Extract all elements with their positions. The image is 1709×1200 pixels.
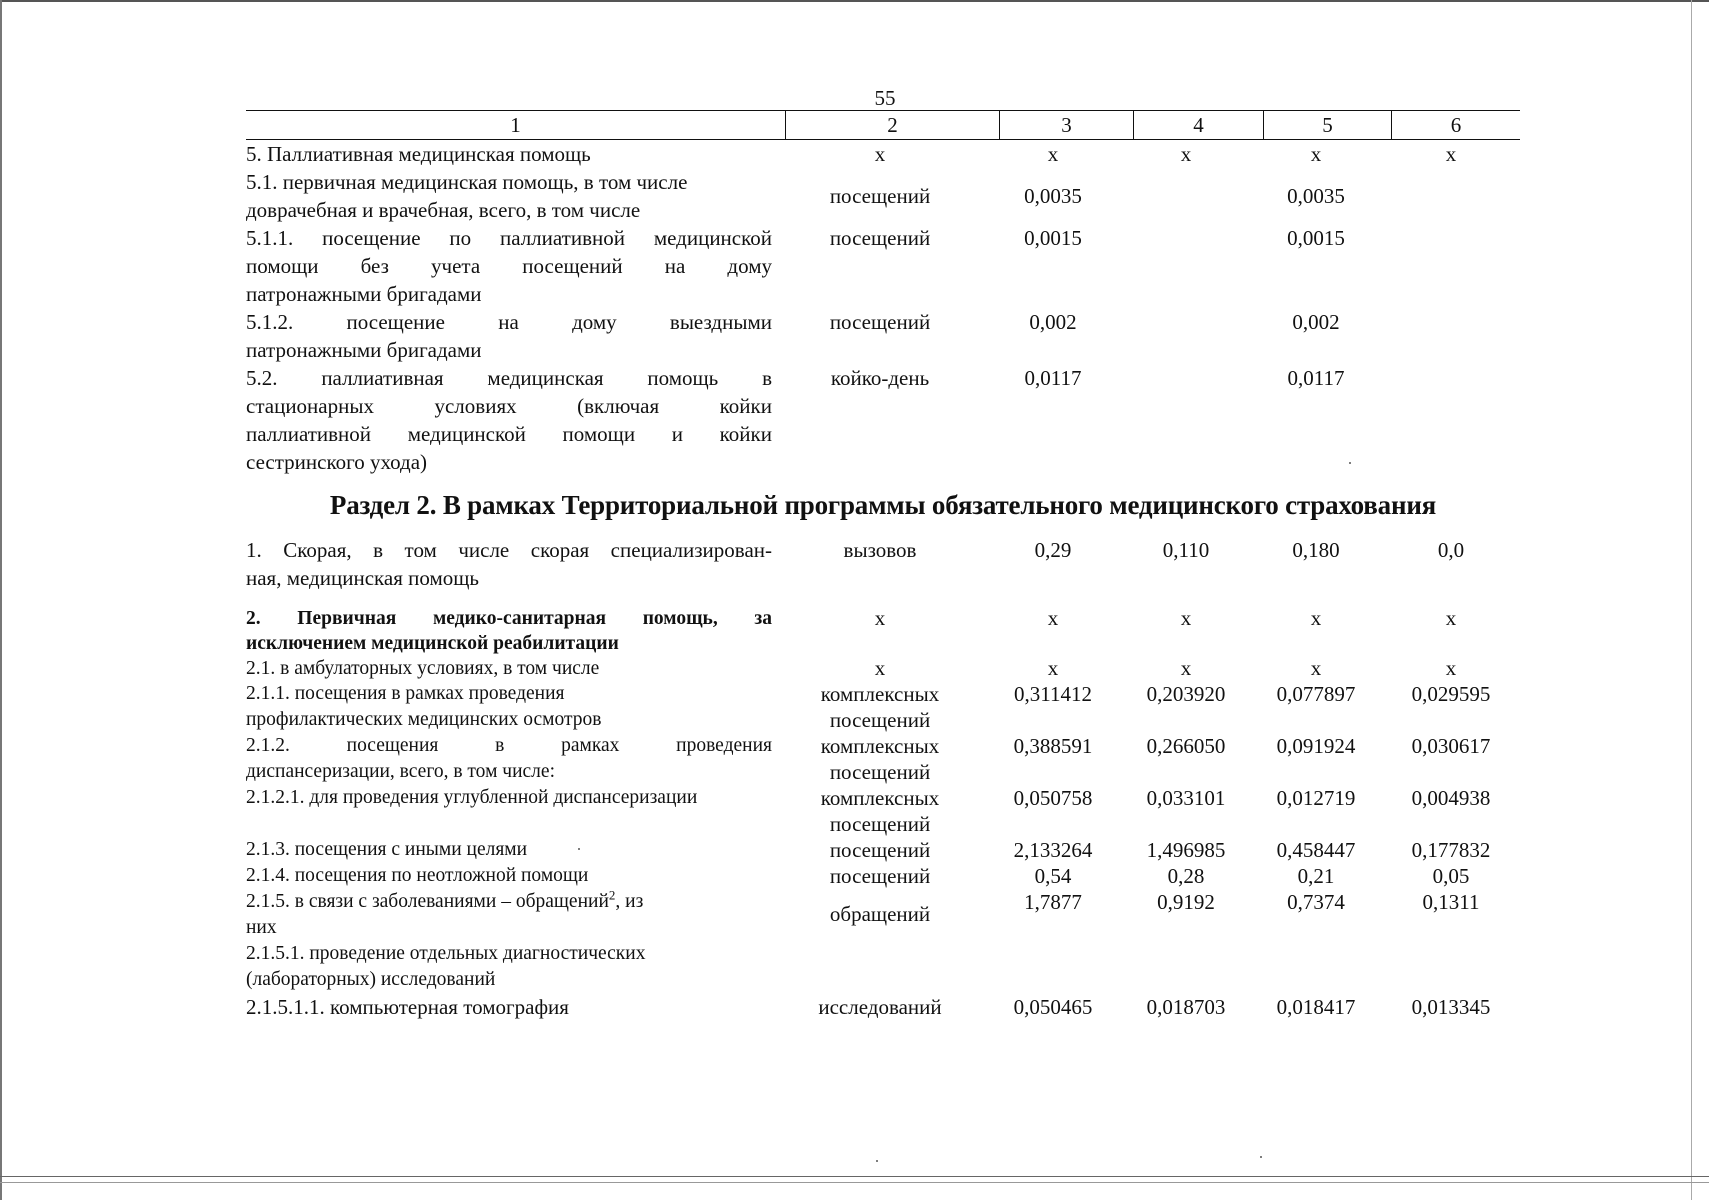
- value-col-6: [1382, 941, 1520, 993]
- value-col-6: х: [1445, 606, 1457, 630]
- row-label-line: диспансеризации, всего, в том числе:: [246, 761, 555, 782]
- table-row: [246, 889, 1520, 941]
- row-label-line: помощи без учета посещений на дому: [246, 254, 772, 278]
- value-col-4: [1122, 224, 1250, 308]
- unit-cell: посещений: [829, 838, 931, 862]
- value-col-3: 0,0035: [1024, 184, 1082, 208]
- value-col-4: 0,203920: [1146, 682, 1226, 706]
- header-col-3: 3: [1000, 111, 1134, 139]
- table-row: [246, 606, 1520, 656]
- table-row: [246, 168, 1520, 224]
- value-col-5: 0,0035: [1287, 184, 1345, 208]
- table-row: [246, 993, 1520, 1021]
- table-row: [246, 536, 1520, 592]
- table-row: [246, 785, 1520, 837]
- value-col-5: х: [1310, 142, 1322, 166]
- row-label-line: 5.2. паллиативная медицинская помощь в: [246, 366, 772, 390]
- value-col-3: 0,002: [1029, 310, 1077, 334]
- value-col-3: 2,133264: [1013, 838, 1093, 862]
- value-col-3: 0,050465: [1013, 995, 1093, 1019]
- value-col-4: [1122, 364, 1250, 476]
- scan-speck: [876, 1160, 878, 1162]
- row-label-line: ная, медицинская помощь: [246, 566, 479, 590]
- row-label-line: сестринского ухода): [246, 450, 428, 474]
- row-label: [246, 308, 776, 364]
- value-col-5: 0,002: [1292, 310, 1340, 334]
- value-col-5: 0,21: [1297, 864, 1335, 888]
- row-label: [246, 889, 776, 941]
- value-col-6: 0,013345: [1411, 995, 1491, 1019]
- table-row: [246, 308, 1520, 364]
- row-label: [246, 536, 776, 592]
- value-col-4: 1,496985: [1146, 838, 1226, 862]
- value-col-6: [1382, 308, 1520, 364]
- row-label: [246, 941, 776, 993]
- section-2-title: Раздел 2. В рамках Территориальной программы обязательного медицинского страхования: [329, 490, 1437, 520]
- value-col-5: х: [1310, 606, 1322, 630]
- value-col-6: 0,05: [1432, 864, 1470, 888]
- row-label-line: 2.1.5.1.1. компьютерная томография: [246, 995, 569, 1019]
- value-col-4: [1122, 168, 1250, 224]
- row-label-line: 2. Первичная медико-санитарная помощь, за: [246, 608, 772, 629]
- value-col-6: х: [1445, 656, 1457, 680]
- unit-line: посещений: [829, 708, 931, 732]
- row-label: [246, 785, 776, 837]
- row-label-text: 2.1.5. в связи с заболеваниями – обращений: [246, 891, 609, 912]
- value-col-5: 0,458447: [1276, 838, 1356, 862]
- value-col-4: 0,033101: [1146, 786, 1226, 810]
- value-col-6: 0,0: [1437, 538, 1465, 562]
- row-label: [246, 656, 776, 681]
- value-col-6: [1382, 168, 1520, 224]
- unit-cell: х: [874, 142, 886, 166]
- value-col-4: 0,018703: [1146, 995, 1226, 1019]
- unit-line: комплексных: [820, 682, 940, 706]
- value-col-5: 0,0117: [1287, 366, 1345, 390]
- footnote-marker: 2: [608, 887, 616, 903]
- unit-cell: [776, 733, 984, 785]
- unit-cell: койко-день: [830, 366, 930, 390]
- table-row: [246, 941, 1520, 993]
- value-col-5: 0,077897: [1276, 682, 1356, 706]
- row-label-line: [246, 889, 772, 915]
- row-label-line: 2.1.2.1. для проведения углубленной диспансеризации: [246, 787, 698, 808]
- page-number: 55: [874, 86, 896, 110]
- value-col-3: [984, 941, 1122, 993]
- value-col-5: х: [1310, 656, 1322, 680]
- row-label: [246, 224, 776, 308]
- row-label-line: 2.1.5.1. проведение отдельных диагностических: [246, 943, 646, 964]
- row-label-line: паллиативной медицинской помощи и койки: [246, 422, 772, 446]
- row-label-line: 2.1. в амбулаторных условиях, в том числе: [246, 658, 600, 679]
- value-col-3: 0,29: [1034, 538, 1072, 562]
- value-col-6: 0,177832: [1411, 838, 1491, 862]
- row-label-line: 1. Скорая, в том числе скорая специализирован-: [246, 538, 772, 562]
- row-label: [246, 733, 776, 785]
- value-col-6: х: [1445, 142, 1457, 166]
- table-row: [246, 224, 1520, 308]
- value-col-3: х: [1047, 606, 1059, 630]
- scan-speck: [1349, 462, 1351, 464]
- value-col-3: 0,388591: [1013, 734, 1093, 758]
- value-col-5: 0,012719: [1276, 786, 1356, 810]
- scan-speck: [1260, 1156, 1262, 1158]
- value-col-4: [1122, 308, 1250, 364]
- table-header-row: [246, 110, 1520, 140]
- unit-cell: посещений: [829, 226, 931, 250]
- header-col-1: 1: [246, 111, 786, 139]
- unit-cell: посещений: [829, 184, 931, 208]
- value-col-6: 0,030617: [1411, 734, 1491, 758]
- row-label: [246, 837, 776, 863]
- table-row: [246, 656, 1520, 681]
- table-part-1: [246, 140, 1520, 476]
- value-col-6: [1382, 224, 1520, 308]
- value-col-4: х: [1180, 606, 1192, 630]
- value-col-4: х: [1180, 142, 1192, 166]
- row-label-line: профилактических медицинских осмотров: [246, 709, 602, 730]
- row-label: [246, 993, 776, 1021]
- value-col-3: х: [1047, 142, 1059, 166]
- value-col-5: 0,0015: [1287, 226, 1345, 250]
- scan-speck: [578, 848, 580, 850]
- row-label-line: патронажными бригадами: [246, 282, 482, 306]
- unit-cell: посещений: [829, 864, 931, 888]
- table-row: [246, 863, 1520, 889]
- row-label-line: доврачебная и врачебная, всего, в том числе: [246, 198, 641, 222]
- row-label: [246, 606, 776, 656]
- value-col-4: [1122, 941, 1250, 993]
- row-label: [246, 140, 776, 168]
- value-col-6: 0,004938: [1411, 786, 1491, 810]
- value-col-6: 0,029595: [1411, 682, 1491, 706]
- row-label-line: 2.1.4. посещения по неотложной помощи: [246, 865, 589, 886]
- row-label: [246, 681, 776, 733]
- value-col-4: 0,9192: [1157, 890, 1215, 914]
- unit-cell: [776, 785, 984, 837]
- unit-cell: [776, 681, 984, 733]
- row-label-suffix: , из: [615, 891, 644, 912]
- row-label-line: 2.1.2. посещения в рамках проведения: [246, 735, 772, 756]
- unit-line: комплексных: [820, 734, 940, 758]
- unit-line: посещений: [829, 760, 931, 784]
- unit-cell: х: [874, 656, 886, 680]
- row-label-line: 5. Паллиативная медицинская помощь: [246, 142, 591, 166]
- unit-cell: х: [874, 606, 886, 630]
- value-col-3: 0,311412: [1014, 682, 1092, 706]
- value-col-4: х: [1180, 656, 1192, 680]
- unit-cell: обращений: [829, 902, 931, 926]
- value-col-3: 0,0015: [1024, 226, 1082, 250]
- header-col-5: 5: [1264, 111, 1392, 139]
- unit-cell: [776, 941, 984, 993]
- row-label: [246, 863, 776, 889]
- unit-cell: посещений: [829, 310, 931, 334]
- row-label: [246, 168, 776, 224]
- value-col-5: 0,091924: [1276, 734, 1356, 758]
- row-label-line: исключением медицинской реабилитации: [246, 633, 619, 654]
- table-part-2: [246, 536, 1520, 1021]
- unit-cell: вызовов: [843, 538, 917, 562]
- row-label-line: 5.1.2. посещение на дому выездными: [246, 310, 772, 334]
- unit-line: комплексных: [820, 786, 940, 810]
- value-col-4: 0,110: [1162, 538, 1210, 562]
- table-row: [246, 140, 1520, 168]
- row-label: [246, 364, 776, 476]
- value-col-3: х: [1047, 656, 1059, 680]
- unit-cell: исследований: [818, 995, 942, 1019]
- table-row: [246, 837, 1520, 863]
- row-label-line: 2.1.1. посещения в рамках проведения: [246, 683, 565, 704]
- table-row: [246, 733, 1520, 785]
- row-label-line: 5.1.1. посещение по паллиативной медицинской: [246, 226, 772, 250]
- value-col-3: 0,0117: [1024, 366, 1082, 390]
- value-col-3: 1,7877: [1024, 890, 1082, 914]
- header-col-4: 4: [1134, 111, 1264, 139]
- row-label-line: 5.1. первичная медицинская помощь, в том числе: [246, 170, 688, 194]
- header-col-6: 6: [1450, 113, 1462, 137]
- value-col-3: 0,050758: [1013, 786, 1093, 810]
- header-col-2: 2: [786, 111, 1000, 139]
- value-col-6: 0,1311: [1422, 890, 1480, 914]
- row-label-line: (лабораторных) исследований: [246, 969, 496, 990]
- value-col-6: [1382, 364, 1520, 476]
- value-col-5: 0,7374: [1287, 890, 1345, 914]
- table-row: [246, 681, 1520, 733]
- table-row: [246, 364, 1520, 476]
- row-label-line: стационарных условиях (включая койки: [246, 394, 772, 418]
- row-label-line: патронажными бригадами: [246, 338, 482, 362]
- value-col-5: [1250, 941, 1382, 993]
- row-label-line: 2.1.3. посещения с иными целями: [246, 839, 528, 860]
- unit-line: посещений: [829, 812, 931, 836]
- value-col-5: 0,018417: [1276, 995, 1356, 1019]
- value-col-5: 0,180: [1292, 538, 1340, 562]
- value-col-3: 0,54: [1034, 864, 1072, 888]
- value-col-4: 0,28: [1167, 864, 1205, 888]
- value-col-4: 0,266050: [1146, 734, 1226, 758]
- row-label-line: них: [246, 917, 277, 938]
